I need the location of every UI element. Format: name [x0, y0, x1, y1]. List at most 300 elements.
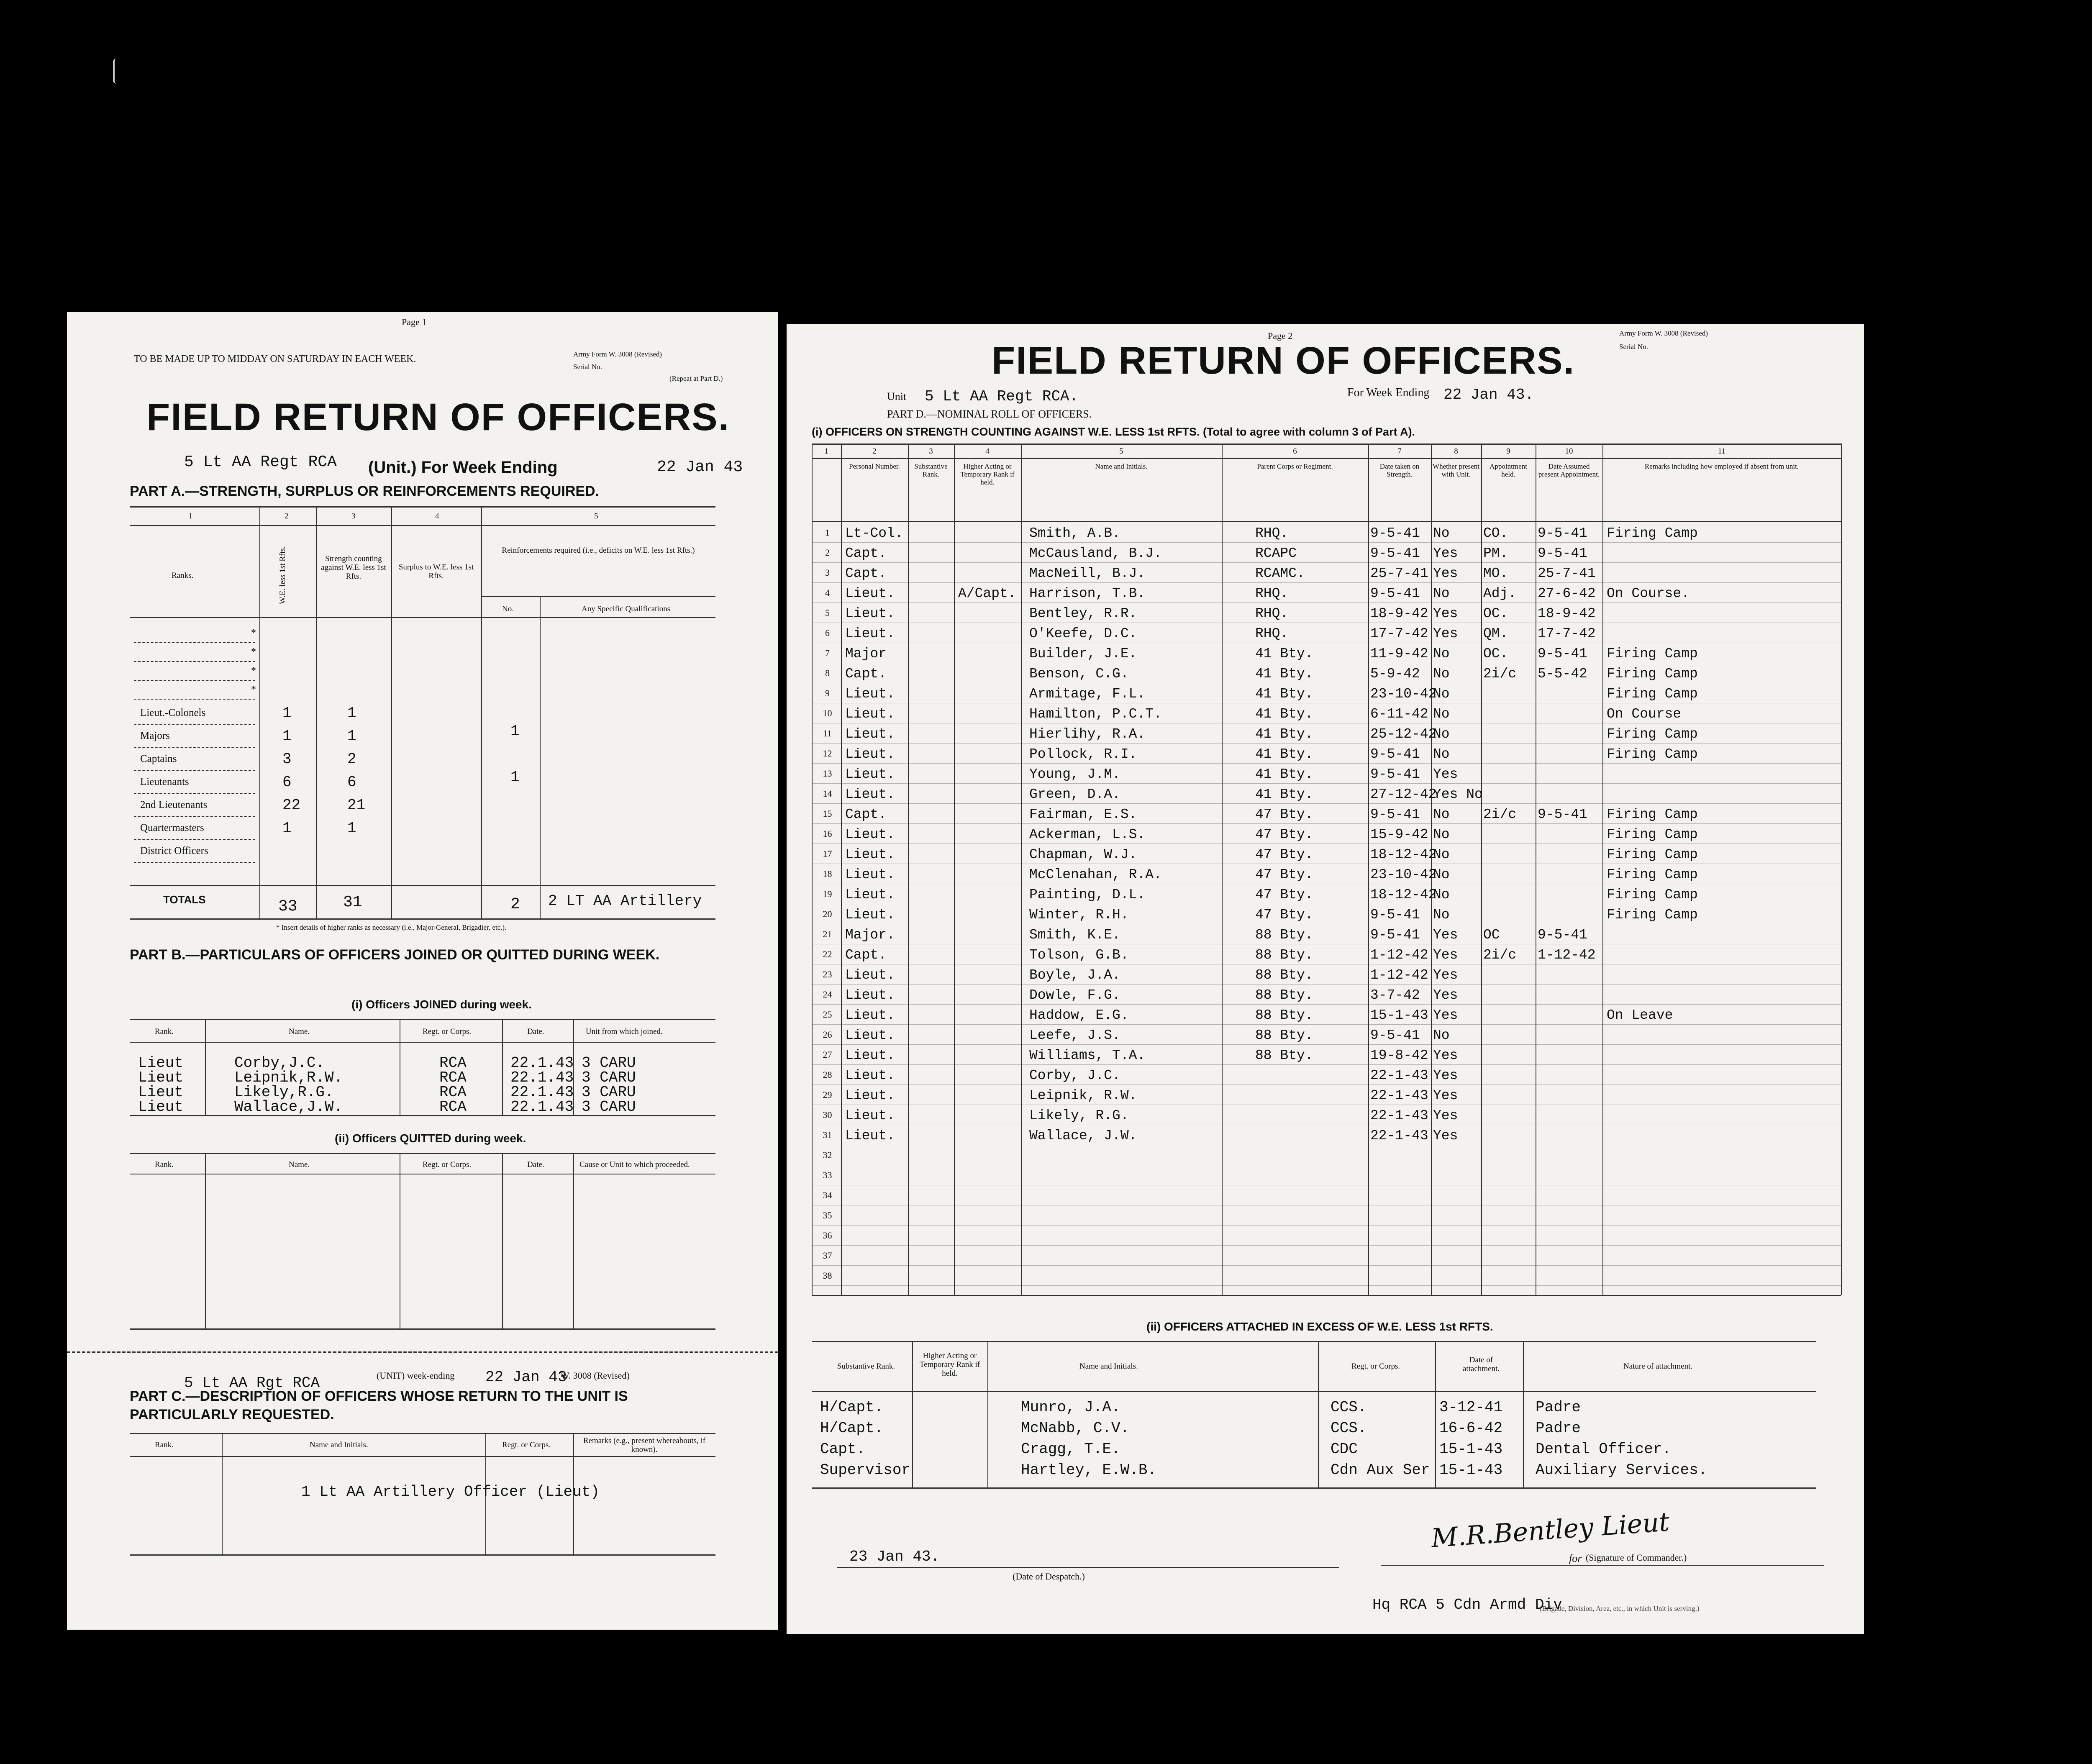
officer-date-on-strength: 15-9-42: [1370, 827, 1428, 842]
officer-number: 5: [825, 608, 830, 618]
officer-name: Hamilton, P.C.T.: [1029, 706, 1162, 722]
officer-corps: 88 Bty.: [1255, 1048, 1313, 1063]
formation: Hq RCA 5 Cdn Armd Div: [1372, 1596, 1562, 1613]
officer-corps: 47 Bty.: [1255, 907, 1313, 923]
joined-date: 22.1.43: [510, 1098, 574, 1115]
officer-number: 17: [823, 849, 832, 859]
officer-remarks: Firing Camp: [1607, 887, 1698, 903]
col-number-2: 2: [285, 512, 289, 520]
officer-appointment: MO.: [1483, 566, 1508, 581]
officer-rank: Capt.: [845, 666, 887, 682]
officer-number: 18: [823, 869, 832, 879]
attached-nature: Dental Officer.: [1536, 1441, 1672, 1458]
totals-strength: 31: [343, 893, 362, 911]
officer-corps: 41 Bty.: [1255, 767, 1313, 782]
joined-date: 22.1.43: [510, 1054, 574, 1072]
army-form: Army Form W. 3008 (Revised): [1619, 329, 1708, 337]
table-row: [787, 664, 1841, 684]
officer-number: 26: [823, 1029, 832, 1040]
col-header: Substantive Rank.: [914, 462, 948, 478]
quitted-title: (ii) Officers QUITTED during week.: [335, 1132, 526, 1145]
officer-date-on-strength: 9-5-41: [1370, 526, 1420, 541]
quitted-header-name: Name.: [289, 1160, 310, 1169]
officer-rank: Lieut.: [845, 827, 895, 842]
rank-label: District Officers: [140, 845, 208, 856]
rank-reinf: 1: [510, 723, 520, 740]
officer-number: 35: [823, 1210, 832, 1220]
table-row: [138, 1054, 711, 1072]
officer-corps: 47 Bty.: [1255, 847, 1313, 862]
officer-present: No: [1433, 586, 1450, 601]
attached-rank: Supervisor: [820, 1461, 911, 1479]
rank-label: Quartermasters: [140, 822, 204, 833]
officer-number: 36: [823, 1230, 832, 1241]
part-d-heading: PART D.—NOMINAL ROLL OF OFFICERS.: [887, 408, 1092, 420]
officer-remarks: Firing Camp: [1607, 726, 1698, 742]
table-row: [787, 1045, 1841, 1065]
table-row: [787, 844, 1841, 864]
officer-rank: Lieut.: [845, 887, 895, 903]
totals-quals: 2 LT AA Artillery: [548, 892, 702, 910]
part-c-header-remarks: Remarks (e.g., present whereabouts, if known).: [583, 1436, 706, 1454]
col-number-3: 3: [351, 512, 356, 520]
joined-name: Leipnik,R.W.: [234, 1069, 343, 1086]
officer-appointment-date: 9-5-41: [1538, 807, 1587, 822]
officer-name: MacNeill, B.J.: [1029, 566, 1146, 581]
officer-corps: 41 Bty.: [1255, 706, 1313, 722]
officer-corps: 47 Bty.: [1255, 867, 1313, 882]
officer-appointment: 2i/c: [1483, 666, 1517, 682]
col-number: 4: [985, 447, 990, 456]
officer-rank: Lieut.: [845, 1048, 895, 1063]
officer-rank: Lieut.: [845, 1108, 895, 1123]
joined-rank: Lieut: [138, 1084, 184, 1101]
officer-rank: Lieut.: [845, 907, 895, 923]
table-row: [138, 1084, 711, 1101]
part-c-form: W. 3008 (Revised): [561, 1370, 630, 1381]
officer-present: No: [1433, 526, 1450, 541]
officer-number: 30: [823, 1110, 832, 1120]
page-1-sheet: Page 1 TO BE MADE UP TO MIDDAY ON SATURDAY IN EACH WEEK. Army Form W. 3008 (Revised) Serial No. (Repeat at Part D.) FIELD RETURN OF OFFICERS. 5 Lt AA Regt RCA (Unit.) For Week Ending 22 Jan 43 PART A.—STRENGTH, SURPLUS OR REINFORCEMENTS REQUIRED. 1 2 3 4 5 Ranks. W.E. less 1st Rfts. Strength counting against W.E. less 1st Rfts. Surplus to W.E. less 1st Rfts. Reinforcements required (i.e., deficits on W.E. less 1st Rfts.) No. Any Specific Qualifications * * * * Lieut.-Colonels 1 1 Majors 1 1 1 Captains 3 2 Lieutenants 6 6 1 2nd Lieutenants 22 21 Quartermasters 1 1 District Officers TOTALS 33 31 2 2 LT AA Artillery * Insert details of higher ranks as necessary (i.e., Major-General, Brigadier, etc.). PART B.—PARTICULARS OF OFFICERS JOINED OR QUITTED DURING WEEK. (i) Officers JOINED during week. Rank. Name. Regt. or Corps. Date. Unit from which joined. Lieut Corby,J.C. RCA 22.1.43 3 CARU Lieut Leipnik,R.W. RCA 22.1.43 3 CARU Lieut Likely,R.G. RCA 22.1.43 3 CARU Lieut Wallace,J.W. RCA 22.1.43 3 CARU (ii) Officers QUITTED during week. Rank. Name. Regt. or Corps. Date. Cause or Unit to which proceeded. 5 Lt AA Rgt RCA (UNIT) week-ending 22 Jan 43 W. 3008 (Revised) PART C.—DESCRIPTION OF OFFICERS WHOSE RETURN TO THE UNIT IS PARTICULARLY REQUESTED. Rank. Name and Initials. Regt. or Corps. Remarks (e.g., present whereabouts, if known). 1 Lt AA Artillery Officer (Lieut): [67, 312, 778, 1630]
joined-corps: RCA: [439, 1069, 467, 1086]
officer-appointment: 2i/c: [1483, 807, 1517, 822]
officer-appointment: CO.: [1483, 526, 1508, 541]
officer-present: Yes: [1433, 626, 1458, 641]
rank-strength: 1: [347, 728, 356, 745]
officer-present: No: [1433, 726, 1450, 742]
col-no-header: No.: [502, 605, 514, 613]
col-header: Personal Number.: [849, 462, 900, 470]
rank-label: Lieut.-Colonels: [140, 707, 206, 718]
officer-rank: Lieut.: [845, 1008, 895, 1023]
part-c-week: 22 Jan 43: [485, 1369, 567, 1386]
officer-name: Ackerman, L.S.: [1029, 827, 1146, 842]
officer-remarks: Firing Camp: [1607, 526, 1698, 541]
officer-number: 9: [825, 688, 830, 698]
officer-date-on-strength: 22-1-43: [1370, 1088, 1428, 1103]
despatch-date: 23 Jan 43.: [849, 1548, 940, 1565]
totals-reinf: 2: [510, 895, 520, 913]
officer-corps: 88 Bty.: [1255, 947, 1313, 963]
officer-name: Corby, J.C.: [1029, 1068, 1120, 1083]
col-number: 8: [1454, 447, 1458, 456]
table-row: [787, 603, 1841, 623]
joined-rank: Lieut: [138, 1054, 184, 1072]
table-row: [787, 563, 1841, 583]
officer-number: 13: [823, 768, 832, 779]
officer-name: Leipnik, R.W.: [1029, 1088, 1137, 1103]
joined-name: Likely,R.G.: [234, 1084, 334, 1101]
quitted-header-date: Date.: [527, 1160, 544, 1169]
part-c-header-corps: Regt. or Corps.: [502, 1441, 551, 1449]
officer-appointment: OC.: [1483, 606, 1508, 621]
officer-present: Yes: [1433, 1008, 1458, 1023]
officer-appointment-date: 9-5-41: [1538, 927, 1587, 943]
attached-corps: CCS.: [1331, 1399, 1367, 1416]
officer-number: 15: [823, 808, 832, 819]
officer-present: Yes: [1433, 566, 1458, 581]
officer-date-on-strength: 22-1-43: [1370, 1108, 1428, 1123]
rank-we: 6: [282, 774, 292, 791]
officer-present: Yes: [1433, 767, 1458, 782]
attached-corps: CDC: [1331, 1441, 1358, 1458]
page-title: FIELD RETURN OF OFFICERS.: [146, 396, 730, 438]
part-a-heading: PART A.—STRENGTH, SURPLUS OR REINFORCEMENTS REQUIRED.: [130, 483, 600, 499]
part-b-heading: PART B.—PARTICULARS OF OFFICERS JOINED OR QUITTED DURING WEEK.: [130, 947, 660, 963]
officer-remarks: On Course: [1607, 706, 1682, 722]
officer-date-on-strength: 23-10-42: [1370, 686, 1437, 702]
officer-date-on-strength: 9-5-41: [1370, 1028, 1420, 1043]
officer-number: 38: [823, 1270, 832, 1281]
officer-present: Yes: [1433, 927, 1458, 943]
attached-rank: Capt.: [820, 1441, 866, 1458]
officer-number: 20: [823, 909, 832, 919]
officer-present: Yes No: [1433, 787, 1483, 802]
page-label: Page 1: [402, 317, 427, 327]
officer-date-on-strength: 9-5-41: [1370, 546, 1420, 561]
officer-number: 33: [823, 1170, 832, 1180]
col-number: 10: [1565, 447, 1573, 456]
joined-unit: 3 CARU: [582, 1054, 636, 1072]
officer-rank: Major: [845, 646, 887, 662]
officer-rank: Lieut.: [845, 1028, 895, 1043]
unit-label: (Unit.) For Week Ending: [368, 458, 558, 477]
officer-name: McClenahan, R.A.: [1029, 867, 1162, 882]
officer-rank: Major.: [845, 927, 895, 943]
officer-name: Dowle, F.G.: [1029, 987, 1120, 1003]
officer-present: No: [1433, 646, 1450, 662]
table-row: [787, 1266, 1841, 1286]
table-row: [787, 1105, 1841, 1126]
officer-date-on-strength: 18-12-42: [1370, 887, 1437, 903]
officer-present: Yes: [1433, 967, 1458, 983]
rank-strength: 1: [347, 705, 356, 722]
table-row: [787, 583, 1841, 603]
table-row: [812, 1420, 1816, 1440]
officer-number: 12: [823, 748, 832, 759]
officer-number: 16: [823, 828, 832, 839]
officer-rank: Lieut.: [845, 967, 895, 983]
officer-rank: Lieut.: [845, 1068, 895, 1083]
officer-rank: Lieut.: [845, 987, 895, 1003]
officer-corps: 47 Bty.: [1255, 807, 1313, 822]
col-number: 6: [1293, 447, 1297, 456]
officer-rank: Lieut.: [845, 726, 895, 742]
officer-name: Smith, K.E.: [1029, 927, 1120, 943]
officer-present: No: [1433, 827, 1450, 842]
officer-present: No: [1433, 887, 1450, 903]
joined-date: 22.1.43: [510, 1069, 574, 1086]
table-row: [787, 1166, 1841, 1186]
col-number: 9: [1506, 447, 1510, 456]
table-row: [787, 543, 1841, 563]
joined-unit: 3 CARU: [582, 1084, 636, 1101]
officer-appointment-date: 9-5-41: [1538, 646, 1587, 662]
col-header: Higher Acting or Temporary Rank if held.: [960, 462, 1015, 486]
joined-corps: RCA: [439, 1084, 467, 1101]
officer-date-on-strength: 1-12-42: [1370, 967, 1428, 983]
officer-corps: 47 Bty.: [1255, 827, 1313, 842]
officer-rank: Lieut.: [845, 1088, 895, 1103]
table-row: [787, 784, 1841, 804]
col-number-1: 1: [188, 512, 192, 520]
officer-corps: RCAPC: [1255, 546, 1297, 561]
officer-date-on-strength: 6-11-42: [1370, 706, 1428, 722]
commander-signature: M.R.Bentley Lieut: [1430, 1506, 1671, 1554]
officer-present: Yes: [1433, 606, 1458, 621]
officer-corps: 41 Bty.: [1255, 646, 1313, 662]
officer-corps: 41 Bty.: [1255, 726, 1313, 742]
table-row: [138, 1069, 711, 1086]
officer-appointment-date: 1-12-42: [1538, 947, 1596, 963]
serial-no: Serial No.: [1619, 343, 1648, 351]
table-row: [787, 804, 1841, 824]
part-c-header-name: Name and Initials.: [310, 1441, 368, 1449]
officer-number: 32: [823, 1150, 832, 1160]
officer-appointment-date: 17-7-42: [1538, 626, 1596, 641]
col-header: Appointment held.: [1490, 462, 1527, 478]
attached-nature: Auxiliary Services.: [1536, 1461, 1707, 1479]
unit-value: 5 Lt AA Regt RCA.: [925, 388, 1079, 405]
officer-remarks: On Course.: [1607, 586, 1690, 601]
officer-date-on-strength: 9-5-41: [1370, 746, 1420, 762]
attached-nature: Padre: [1536, 1420, 1581, 1437]
rank-we: 3: [282, 751, 292, 768]
army-form: Army Form W. 3008 (Revised): [573, 350, 662, 358]
quitted-header-rank: Rank.: [155, 1160, 174, 1169]
col-reinf-header: Reinforcements required (i.e., deficits on W.E. less 1st Rfts.): [502, 546, 695, 555]
officer-rank: Capt.: [845, 807, 887, 822]
officer-corps: 88 Bty.: [1255, 927, 1313, 943]
table-row: [787, 1126, 1841, 1146]
table-row: [787, 1085, 1841, 1105]
officer-number: 21: [823, 929, 832, 939]
officer-number: 11: [823, 728, 832, 738]
table-row: [787, 824, 1841, 844]
officer-date-on-strength: 25-12-42: [1370, 726, 1437, 742]
table-row: [787, 945, 1841, 965]
col-number-5: 5: [594, 512, 598, 520]
officer-date-on-strength: 1-12-42: [1370, 947, 1428, 963]
officer-number: 3: [825, 567, 830, 578]
officer-rank: Lieut.: [845, 767, 895, 782]
officer-remarks: Firing Camp: [1607, 827, 1698, 842]
rank-we: 1: [282, 705, 292, 722]
joined-unit: 3 CARU: [582, 1098, 636, 1115]
quitted-header-cause: Cause or Unit to which proceeded.: [579, 1160, 690, 1169]
attached-date: 15-1-43: [1439, 1441, 1503, 1458]
signature-label: (Signature of Commander.): [1586, 1552, 1687, 1563]
table-row: [787, 1206, 1841, 1226]
rank-label: Lieutenants: [140, 776, 189, 787]
joined-date: 22.1.43: [510, 1084, 574, 1101]
table-row: [787, 1186, 1841, 1206]
page-label: Page 2: [1268, 331, 1293, 341]
col-quals-header: Any Specific Qualifications: [582, 605, 671, 613]
officer-corps: 47 Bty.: [1255, 887, 1313, 903]
officer-appointment: PM.: [1483, 546, 1508, 561]
officer-number: 27: [823, 1049, 832, 1060]
rank-we: 1: [282, 820, 292, 837]
officer-appointment-date: 18-9-42: [1538, 606, 1596, 621]
section-ii-heading: (ii) OFFICERS ATTACHED IN EXCESS OF W.E. LESS 1st RFTS.: [1146, 1320, 1493, 1333]
officer-appointment-date: 9-5-41: [1538, 526, 1587, 541]
officer-number: 22: [823, 949, 832, 959]
section-i-heading: (i) OFFICERS ON STRENGTH COUNTING AGAINST W.E. LESS 1st RFTS. (Total to agree with column 3 of Part A).: [812, 426, 1415, 438]
col-surplus-header: Surplus to W.E. less 1st Rfts.: [398, 563, 474, 580]
officer-name: Leefe, J.S.: [1029, 1028, 1120, 1043]
attached-header-corps: Regt. or Corps.: [1351, 1362, 1400, 1371]
officer-corps: 88 Bty.: [1255, 1008, 1313, 1023]
officer-appointment-date: 5-5-42: [1538, 666, 1587, 682]
table-row: [787, 965, 1841, 985]
part-c-unit: 5 Lt AA Rgt RCA: [184, 1374, 320, 1392]
attached-nature: Padre: [1536, 1399, 1581, 1416]
rank-we: 22: [282, 797, 301, 814]
officer-date-on-strength: 27-12-42: [1370, 787, 1437, 802]
officer-rank: Capt.: [845, 947, 887, 963]
week-ending: 22 Jan 43.: [1443, 386, 1534, 403]
col-we-header: W.E. less 1st Rfts.: [278, 546, 287, 605]
repeat-note: (Repeat at Part D.): [669, 374, 723, 382]
joined-name: Corby,J.C.: [234, 1054, 325, 1072]
attached-name: McNabb, C.V.: [1021, 1420, 1130, 1437]
attached-rank: H/Capt.: [820, 1420, 884, 1437]
officer-date-on-strength: 9-5-41: [1370, 907, 1420, 923]
officer-present: No: [1433, 867, 1450, 882]
officer-name: Smith, A.B.: [1029, 526, 1120, 541]
officer-present: Yes: [1433, 546, 1458, 561]
officer-appointment: 2i/c: [1483, 947, 1517, 963]
officer-date-on-strength: 9-5-41: [1370, 586, 1420, 601]
table-row: [812, 1461, 1816, 1482]
table-row: [787, 623, 1841, 644]
joined-unit: 3 CARU: [582, 1069, 636, 1086]
officer-name: Boyle, J.A.: [1029, 967, 1120, 983]
officer-number: 34: [823, 1190, 832, 1200]
joined-header-name: Name.: [289, 1027, 310, 1036]
table-row: [787, 1065, 1841, 1085]
table-row: [787, 985, 1841, 1005]
rank-strength: 21: [347, 797, 366, 814]
rank-label: Captains: [140, 753, 177, 764]
officer-name: Fairman, E.S.: [1029, 807, 1137, 822]
officer-date-on-strength: 18-12-42: [1370, 847, 1437, 862]
officer-present: Yes: [1433, 1128, 1458, 1144]
officer-remarks: On Leave: [1607, 1008, 1673, 1023]
officer-number: 25: [823, 1009, 832, 1020]
officer-name: Williams, T.A.: [1029, 1048, 1146, 1063]
rank-strength: 2: [347, 751, 356, 768]
attached-header-rank: Substantive Rank.: [837, 1362, 895, 1371]
col-header: Date Assumed present Appointment.: [1538, 462, 1600, 478]
week-label: For Week Ending: [1347, 386, 1430, 399]
quitted-header-corps: Regt. or Corps.: [423, 1160, 472, 1169]
table-row: [787, 1246, 1841, 1266]
table-row: [787, 885, 1841, 905]
table-row: [812, 1399, 1816, 1419]
officer-rank: Lieut.: [845, 586, 895, 601]
formation-label: (Brigade, Division, Area, etc., in which Unit is serving.): [1540, 1605, 1700, 1613]
officer-present: No: [1433, 847, 1450, 862]
officer-remarks: Firing Camp: [1607, 646, 1698, 662]
officer-date-on-strength: 19-8-42: [1370, 1048, 1428, 1063]
attached-name: Cragg, T.E.: [1021, 1441, 1120, 1458]
officer-corps: RHQ.: [1255, 526, 1289, 541]
officer-corps: RHQ.: [1255, 626, 1289, 641]
officer-present: No: [1433, 907, 1450, 923]
part-c-heading: PART C.—DESCRIPTION OF OFFICERS WHOSE RETURN TO THE UNIT IS PARTICULARLY REQUESTED.: [130, 1388, 628, 1423]
officer-number: 1: [825, 527, 830, 538]
officer-name: Haddow, E.G.: [1029, 1008, 1129, 1023]
officer-name: Hierlihy, R.A.: [1029, 726, 1146, 742]
officer-number: 24: [823, 989, 832, 1000]
officer-name: Chapman, W.J.: [1029, 847, 1137, 862]
officer-rank: Capt.: [845, 566, 887, 581]
officer-appointment: QM.: [1483, 626, 1508, 641]
unit-label: Unit: [887, 390, 907, 403]
col-number: 7: [1397, 447, 1402, 456]
table-row: [787, 523, 1841, 543]
joined-corps: RCA: [439, 1098, 467, 1115]
col-ranks-header: Ranks.: [172, 571, 194, 580]
table-row: [787, 905, 1841, 925]
officer-name: Tolson, G.B.: [1029, 947, 1129, 963]
officer-present: Yes: [1433, 1088, 1458, 1103]
table-row: [787, 744, 1841, 764]
officer-name: Armitage, F.L.: [1029, 686, 1146, 702]
officer-appointment: OC: [1483, 927, 1500, 943]
officer-rank: Lieut.: [845, 686, 895, 702]
officer-date-on-strength: 15-1-43: [1370, 1008, 1428, 1023]
joined-title: (i) Officers JOINED during week.: [351, 998, 532, 1011]
officer-number: 23: [823, 969, 832, 979]
officer-present: Yes: [1433, 1048, 1458, 1063]
officer-corps: 88 Bty.: [1255, 967, 1313, 983]
officer-name: Likely, R.G.: [1029, 1108, 1129, 1123]
part-c-header-rank: Rank.: [155, 1441, 174, 1449]
col-number: 1: [824, 447, 828, 456]
joined-rank: Lieut: [138, 1069, 184, 1086]
officer-name: O'Keefe, D.C.: [1029, 626, 1137, 641]
officer-name: Bentley, R.R.: [1029, 606, 1137, 621]
officer-name: Wallace, J.W.: [1029, 1128, 1137, 1144]
table-row: [787, 764, 1841, 784]
officer-appointment-date: 25-7-41: [1538, 566, 1596, 581]
attached-date: 3-12-41: [1439, 1399, 1503, 1416]
joined-rank: Lieut: [138, 1098, 184, 1115]
officer-number: 10: [823, 708, 832, 718]
